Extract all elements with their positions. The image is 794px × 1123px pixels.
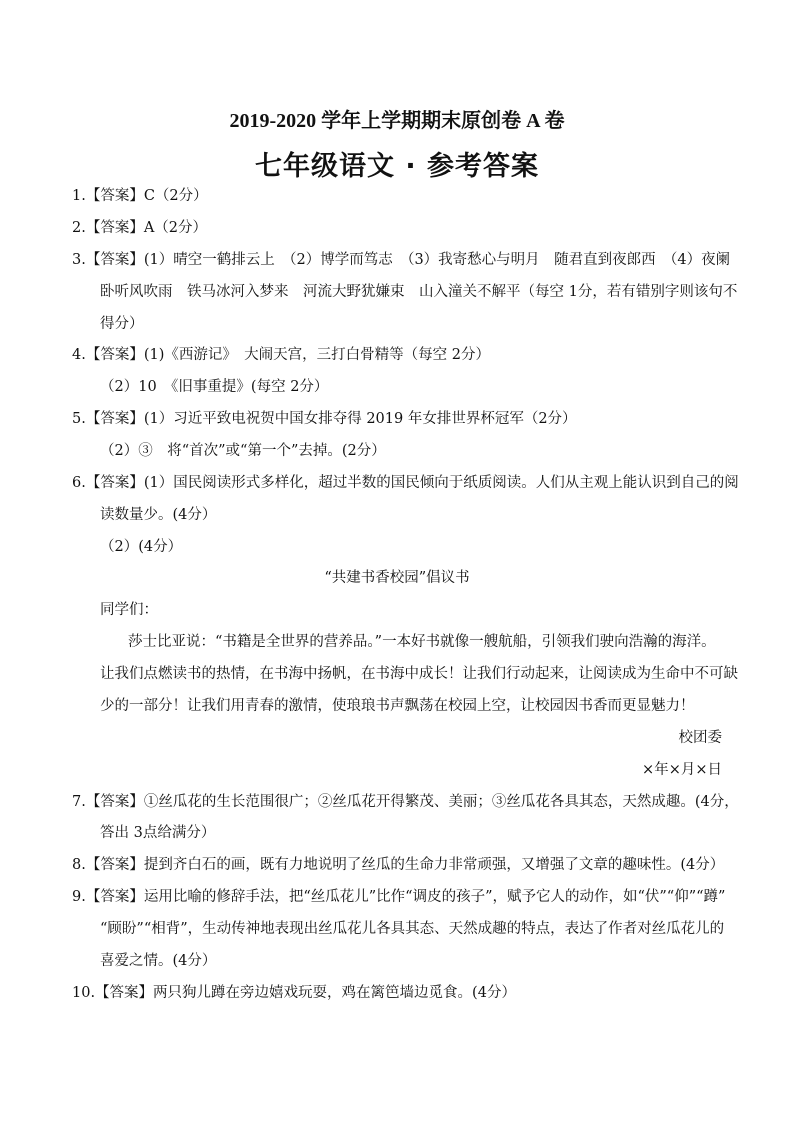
answer-2: 2.【答案】A（2分） [72,220,208,236]
answer-4-line-1: 4.【答案】(1)《西游记》 大闹天宫，三打白骨精等（每空 2分） [72,347,490,363]
answer-3-line-2: 卧听风吹雨 铁马冰河入梦来 河流大野犹嫌束 山入潼关不解平（每空 1分，若有错别字则该句不 [100,284,738,300]
answer-5-line-1: 5.【答案】(1）习近平致电祝贺中国女排夺得 2019 年女排世界杯冠军（2分） [72,411,577,427]
proposal-body-line-3: 少的一部分！让我们用青春的激情，使琅琅书声飘荡在校园上空，让校园因书香而更显魅力！ [100,698,695,714]
answer-3-line-1: 3.【答案】(1）晴空一鹤排云上 （2）博学而笃志 （3）我寄愁心与明月 随君直到夜郎西 （4）夜阑 [72,252,731,268]
page-subtitle: 七年级语文 · 参考答案 [254,151,540,182]
answer-6-line-1: 6.【答案】(1）国民阅读形式多样化，超过半数的国民倾向于纸质阅读。人们从主观上能认识到自己的阅 [72,475,739,491]
answer-7-line-2: 答出 3点给满分） [100,825,216,841]
answer-10: 10.【答案】两只狗儿蹲在旁边嬉戏玩耍，鸡在篱笆墙边觅食。(4分） [72,985,516,1001]
answer-1: 1.【答案】C（2分） [72,188,208,204]
answer-9-line-3: 喜爱之情。(4分） [100,953,217,969]
proposal-greeting: 同学们： [100,602,158,618]
answer-5-line-2: （2）③ 将“首次”或“第一个”去掉。(2分） [100,443,386,459]
proposal-body-line-1: 莎士比亚说：“书籍是全世界的营养品。”一本好书就像一艘航船，引领我们驶向浩瀚的海洋。 [128,634,716,650]
proposal-body-line-2: 让我们点燃读书的热情，在书海中扬帆，在书海中成长！让我们行动起来，让阅读成为生命中不可缺 [100,666,738,682]
page-title: 2019-2020 学年上学期期末原创卷 A 卷 [229,110,565,132]
answer-8: 8.【答案】提到齐白石的画，既有力地说明了丝瓜的生命力非常顽强，又增强了文章的趣味性。(4分） [72,857,725,873]
proposal-signature: 校团委 [678,730,722,746]
answer-4-line-2: （2）10 《旧事重提》(每空 2分） [100,379,329,395]
answer-9-line-1: 9.【答案】运用比喻的修辞手法，把“丝瓜花儿”比作“调皮的孩子”，赋予它人的动作，如“伏”“仰”“蹲” [72,889,726,905]
proposal-date: ×年×月×日 [642,762,722,778]
answer-6-line-3: （2）(4分） [100,539,183,555]
answer-9-line-2: “顾盼”“相背”，生动传神地表现出丝瓜花儿各具其态、天然成趣的特点，表达了作者对丝瓜花儿的 [100,921,725,937]
answer-3-line-3: 得分） [100,316,144,332]
answer-6-line-2: 读数量少。(4分） [100,507,217,523]
answer-7-line-1: 7.【答案】①丝瓜花的生长范围很广；②丝瓜花开得繁茂、美丽；③丝瓜花各具其态，天然成趣。(4分， [72,794,739,810]
proposal-title: “共建书香校园”倡议书 [324,570,470,586]
